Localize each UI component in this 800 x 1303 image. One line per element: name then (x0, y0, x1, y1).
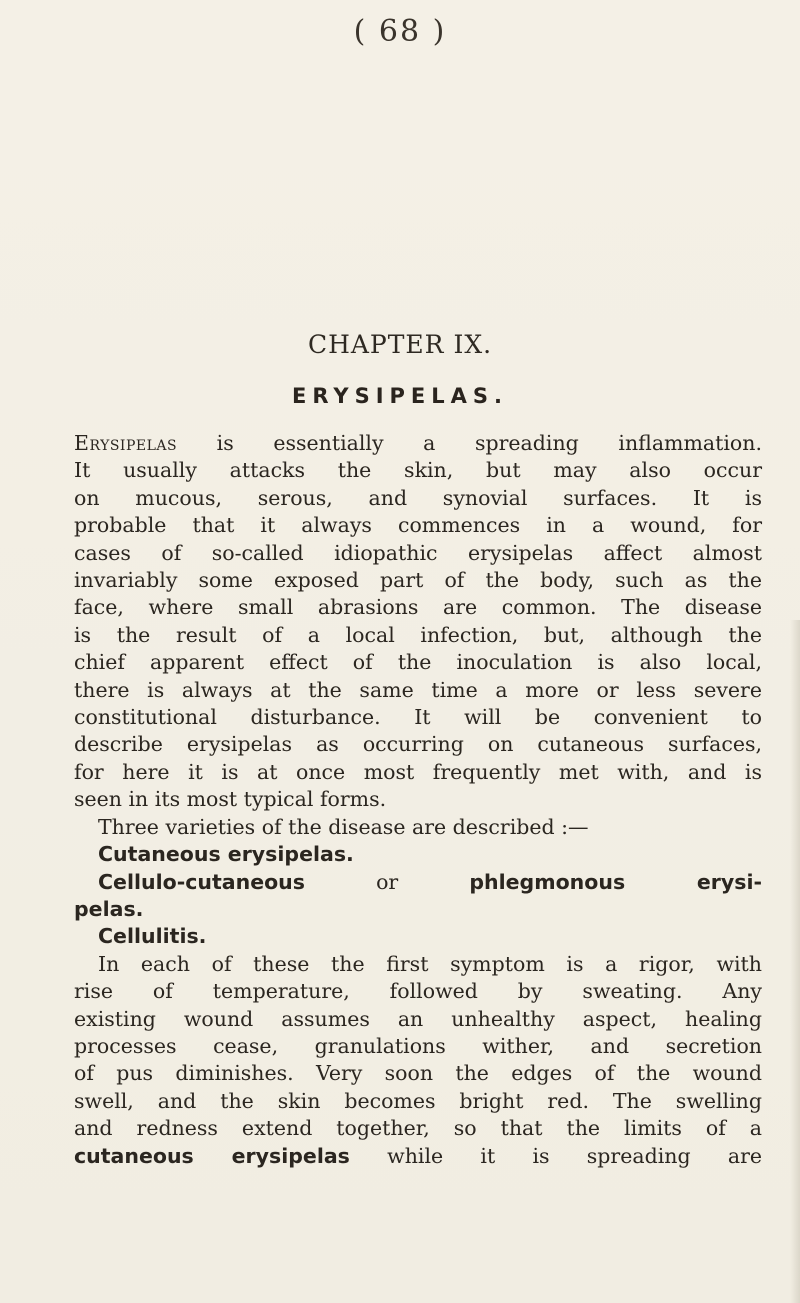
body-text (74, 430, 762, 1170)
variety-name: phlegmonous erysi- (469, 869, 762, 894)
text-line: and redness extend together, so that the limits of a (74, 1116, 762, 1141)
variety-name: Cellulo-cutaneous (98, 869, 305, 894)
text-line: there is always at the same time a more or less severe (74, 677, 762, 702)
text-line: rise of temperature, followed by sweating. Any (74, 979, 762, 1004)
text-line: swell, and the skin becomes bright red. The swelling (74, 1088, 762, 1113)
variety-cutaneous: Cutaneous erysipelas. (98, 842, 354, 867)
text-line: seen in its most typical forms. (74, 787, 387, 812)
page-number: ( 68 ) (353, 14, 447, 49)
text-line: for here it is at once most frequently met with, and is (74, 759, 762, 784)
text-line: cases of so-called idiopathic erysipelas affect almost (74, 540, 762, 565)
text-line: existing wound assumes an unhealthy aspect, healing (74, 1006, 762, 1031)
text-line: invariably some exposed part of the body, such as the (74, 568, 762, 593)
variety-cellulitis: Cellulitis. (98, 924, 207, 949)
text-line: In each of these the first symptom is a rigor, with (98, 951, 762, 976)
varieties-intro: Three varieties of the disease are described :— (98, 814, 589, 839)
text-line: probable that it always commences in a wound, for (74, 513, 762, 538)
lead-word: Erysipelas (74, 431, 178, 455)
text-line: face, where small abrasions are common. The disease (74, 595, 762, 620)
text-line: on mucous, serous, and synovial surfaces. It is (74, 485, 762, 510)
text-fragment: is essentially a spreading inflammation. (177, 431, 762, 455)
text-fragment: while it is spreading are (349, 1143, 763, 1168)
text-line: is the result of a local infection, but, although the (74, 622, 762, 647)
text-line (74, 430, 762, 457)
text-line: constitutional disturbance. It will be convenient to (74, 705, 762, 730)
text-line: chief apparent effect of the inoculation is also local, (74, 650, 762, 675)
page-edge-shadow (790, 620, 800, 1303)
variety-continuation: pelas. (74, 896, 144, 921)
text-line: It usually attacks the skin, but may also occur (74, 458, 762, 483)
section-title: ERYSIPELAS. (292, 384, 508, 408)
text-fragment: or (304, 869, 470, 894)
text-line (74, 1143, 762, 1170)
bold-term: cutaneous erysipelas (74, 1143, 350, 1168)
variety-cellulo-cutaneous (74, 869, 762, 896)
text-line: of pus diminishes. Very soon the edges of the wound (74, 1061, 762, 1086)
text-line: processes cease, granulations wither, and secretion (74, 1033, 762, 1058)
chapter-title: CHAPTER IX. (307, 330, 493, 359)
text-line: describe erysipelas as occurring on cutaneous surfaces, (74, 732, 762, 757)
